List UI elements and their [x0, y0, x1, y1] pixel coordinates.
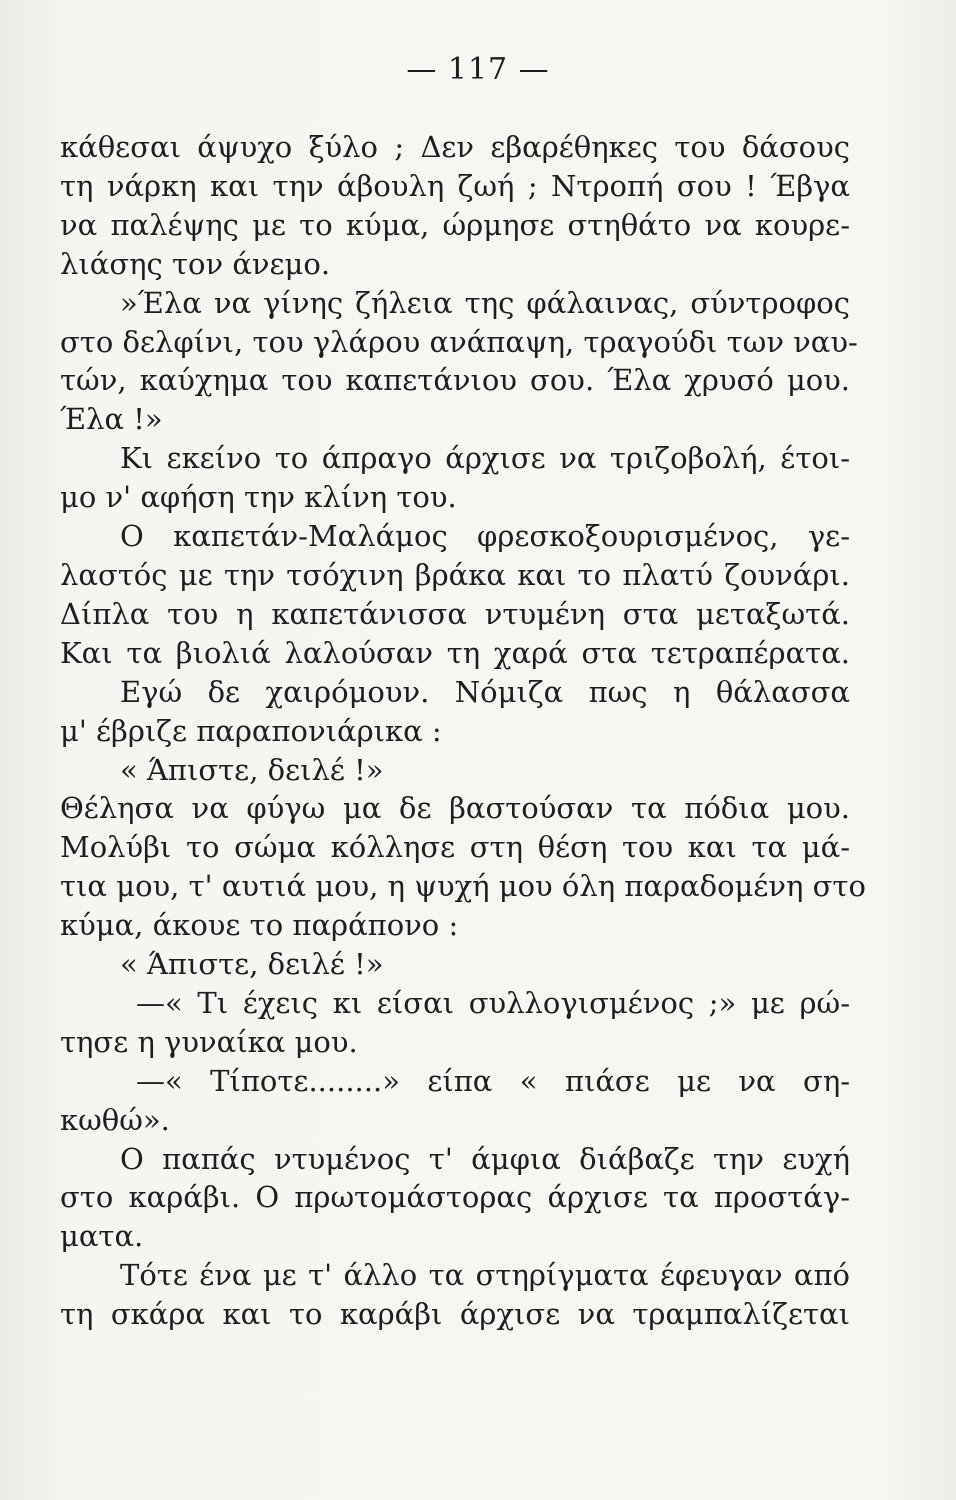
text-line: να παλέψης με το κύμα, ώρμησε στηθάτο να κουρε-	[60, 207, 850, 242]
text-line: τών, καύχημα του καπετάνιου σου. Έλα χρυσό μου.	[60, 363, 850, 398]
text-line: Και τα βιολιά λαλούσαν τη χαρά στα τετραπέρατα.	[60, 635, 850, 670]
text-line: τια μου, τ' αυτιά μου, η ψυχή μου όλη παραδομένη στο	[60, 869, 866, 904]
text-line: στο καράβι. Ο πρωτομάστορας άρχισε τα προστάγ-	[60, 1180, 850, 1215]
text-line: —« Τι έχεις κι είσαι συλλογισμένος ;» με ρώ-	[136, 985, 850, 1020]
text-line: ματα.	[60, 1219, 144, 1254]
text-line: Θέλησα να φύγω μα δε βαστούσαν τα πόδια μου.	[60, 791, 850, 826]
text-line: στο δελφίνι, του γλάρου ανάπαψη, τραγούδι των ναυ-	[60, 324, 858, 359]
text-line: λαστός με την τσόχινη βράκα και το πλατύ ζουνάρι.	[60, 557, 850, 592]
text-line: τη νάρκη και την άβουλη ζωή ; Ντροπή σου ! Έβγα	[60, 168, 850, 203]
text-line: »Έλα να γίνης ζήλεια της φάλαινας, σύντροφος	[120, 285, 850, 320]
page-number: — 117 —	[406, 52, 550, 87]
text-line: κωθώ».	[60, 1102, 170, 1137]
text-line: τη σκάρα και το καράβι άρχισε να τραμπαλίζεται	[60, 1297, 850, 1332]
text-line: Έλα !»	[60, 402, 163, 437]
text-line: « Άπιστε, δειλέ !»	[120, 752, 384, 787]
text-line: κάθεσαι άψυχο ξύλο ; Δεν εβαρέθηκες του δάσους	[60, 130, 850, 164]
text-line: Εγώ δε χαιρόμουν. Νόμιζα πως η θάλασσα	[120, 674, 850, 709]
text-line: κύμα, άκουε το παράπονο :	[60, 908, 459, 943]
text-line: Δίπλα του η καπετάνισσα ντυμένη στα μεταξωτά.	[60, 596, 850, 631]
text-line: Κι εκείνο το άπραγο άρχισε να τριζοβολή, έτοι-	[120, 441, 850, 476]
text-line: μο ν' αφήση την κλίνη του.	[60, 480, 457, 515]
text-line: Ο καπετάν-Μαλάμος φρεσκοξουρισμένος, γε-	[120, 519, 850, 554]
text-line: Ο παπάς ντυμένος τ' άμφια διάβαζε την ευχή	[120, 1141, 850, 1176]
text-line: « Άπιστε, δειλέ !»	[120, 947, 384, 982]
text-line: Μολύβι το σώμα κόλλησε στη θέση του και τα μά-	[60, 830, 850, 865]
text-line: μ' έβριζε παραπονιάρικα :	[60, 713, 442, 748]
text-line: —« Τίποτε........» είπα « πιάσε με να ση-	[136, 1063, 850, 1098]
text-line: Τότε ένα με τ' άλλο τα στηρίγματα έφευγαν από	[120, 1258, 850, 1293]
text-line: λιάσης τον άνεμο.	[60, 246, 331, 281]
body-text	[60, 128, 866, 1334]
text-line: τησε η γυναίκα μου.	[60, 1024, 358, 1059]
